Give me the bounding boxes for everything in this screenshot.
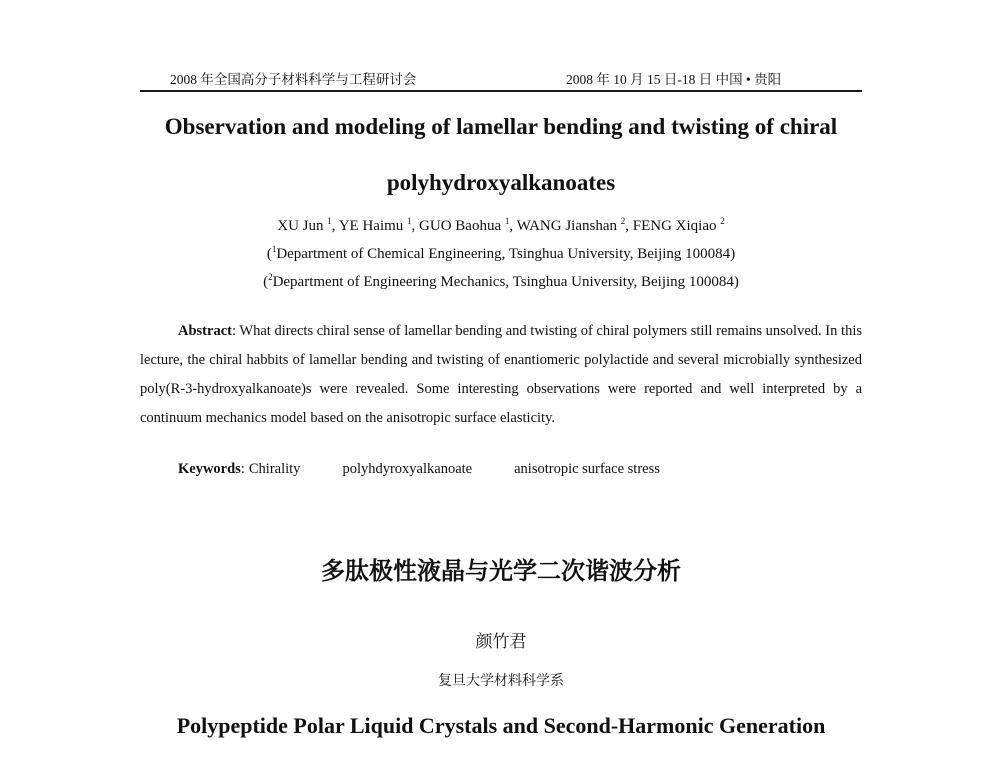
author-sup: 2: [620, 216, 626, 226]
affiliation-text: Department of Engineering Mechanics, Tsinghua University, Beijing 100084: [272, 274, 734, 290]
paper1-title-line2: polyhydroxyalkanoates: [386, 170, 616, 195]
paper2-affiliation-cn: 复旦大学材料科学系: [438, 673, 564, 689]
author-name: YE Haimu: [338, 218, 404, 234]
paper1-abstract: Abstract: What directs chiral sense of lamellar bending and twisting of chiral polymers still remains unsolved. In this lecture, the chiral habbits of lamellar bending and twisting of enantiomeric polylactide and several microbially synthesized poly(R-3-hydroxyalkanoate)s were revealed. Some interesting observations were reported and well interpreted by a continuum mechanics model based on the anisotropic surface elasticity.: [140, 323, 862, 426]
paper1-keywords: Keywords: Chirality polyhdyroxyalkanoate anisotropic surface stress: [178, 461, 660, 477]
abstract-text: What directs chiral sense of lamellar bending and twisting of chiral polymers still remains unsolved. In this lecture, the chiral habbits of lamellar bending and twisting of enantiomeric polylactide and several microbially synthesized poly(R-3-hydroxyalkanoate)s were revealed. Some interesting observations were reported and well interpreted by a continuum mechanics model based on the anisotropic surface elasticity.: [140, 323, 862, 426]
paper1-affiliation-1: ($^1$Department of Chemical Engineering, Tsinghua University, Beijing 100084): [266, 244, 736, 262]
author-sup: 1: [327, 216, 332, 226]
author-sup: 2: [720, 216, 725, 226]
conference-name: 2008 年全国高分子材料科学与工程研讨会: [170, 72, 417, 87]
paper1-affiliation-2: ($^2$Department of Engineering Mechanics, Tsinghua University, Beijing 100084): [263, 272, 739, 290]
abstract-label: Abstract: [178, 323, 232, 339]
paper2-author-cn: 颜竹君: [475, 632, 527, 652]
affiliation-text: Department of Chemical Engineering, Tsinghua University, Beijing 100084: [276, 246, 731, 262]
author-name: GUO Baohua: [419, 218, 502, 234]
author-name: XU Jun: [277, 218, 324, 234]
keyword: anisotropic surface stress: [514, 461, 660, 477]
keyword: Chirality: [248, 461, 301, 477]
page-header: [140, 64, 862, 92]
author-sup: 1: [504, 216, 510, 226]
affiliation-sup: 2: [268, 272, 273, 282]
author-name: WANG Jianshan: [516, 218, 617, 234]
keywords-label: Keywords: [178, 461, 241, 477]
paper2-title-en: Polypeptide Polar Liquid Crystals and Second-Harmonic Generation: [176, 713, 826, 738]
paper2-title-cn: 多肽极性液晶与光学二次谐波分析: [321, 557, 681, 585]
keyword: polyhdyroxyalkanoate: [342, 461, 473, 477]
author-sup: 1: [407, 216, 412, 226]
affiliation-sup: 1: [271, 244, 277, 254]
conference-dates-location: 2008 年 10 月 15 日-18 日 中国 • 贵阳: [566, 72, 782, 87]
paper1-authors: XU Jun $^1$, YE Haimu $^1$, GUO Baohua $^1$, WANG Jianshan $^2$, FENG Xiqiao $^2$: [277, 216, 725, 234]
paper1-title-line1: Observation and modeling of lamellar bending and twisting of chiral: [164, 114, 838, 139]
author-name: FENG Xiqiao: [632, 218, 717, 234]
